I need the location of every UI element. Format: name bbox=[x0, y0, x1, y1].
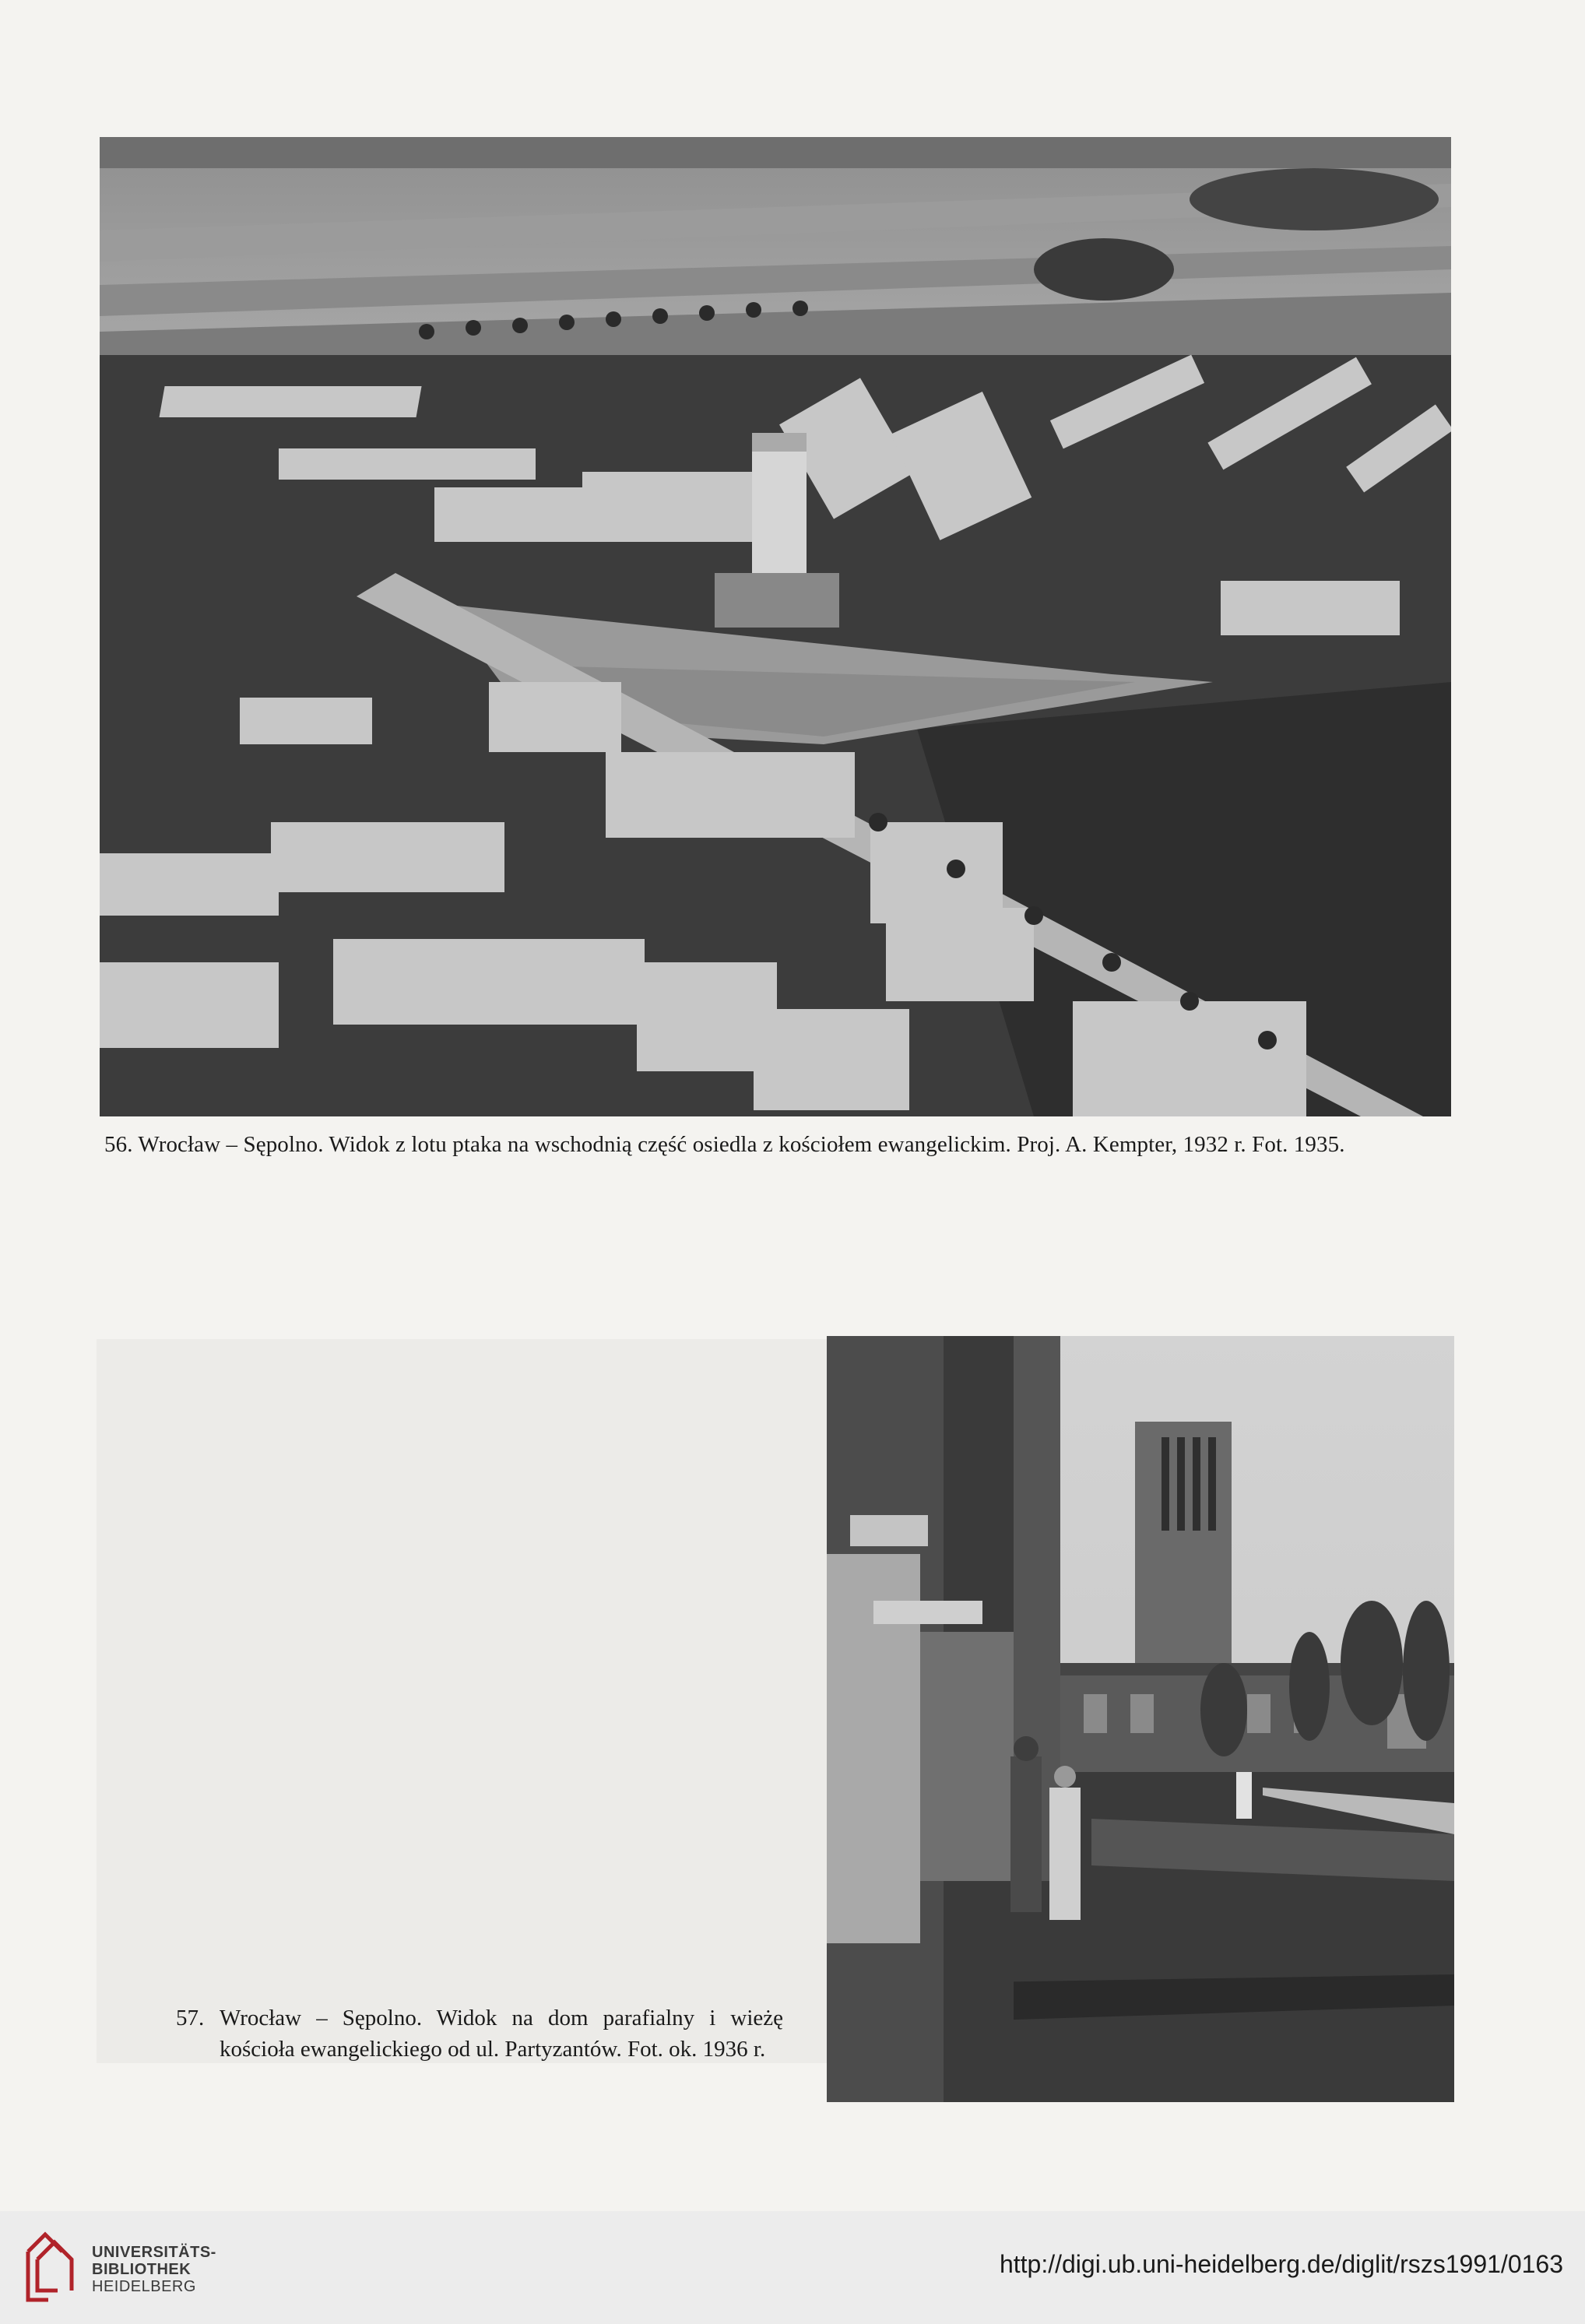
aerial-photo-sepolno bbox=[100, 137, 1451, 1116]
source-url-link[interactable]: http://digi.ub.uni-heidelberg.de/diglit/rszs1991/0163 bbox=[999, 2250, 1563, 2278]
figure-57-number: 57. bbox=[176, 2006, 205, 2030]
footer bbox=[0, 2211, 1585, 2324]
bleed-through-area bbox=[97, 1339, 828, 2063]
university-library-logo-icon bbox=[17, 2228, 78, 2306]
figure-56-text: Wrocław – Sępolno. Widok z lotu ptaka na wschodnią część osiedla z kościołem ewangelickim. Proj. A. Kempter, 1932 r. Fot. 1935. bbox=[138, 1132, 1345, 1157]
church-tower-photo bbox=[827, 1336, 1454, 2102]
library-name-line-1: UNIVERSITÄTS- bbox=[92, 2244, 216, 2261]
library-name-line-2: BIBLIOTHEK bbox=[92, 2261, 192, 2278]
figure-57-text: Wrocław – Sępolno. Widok na dom parafialny i wieżę kościoła ewangelickiego od ul. Partyzantów. Fot. ok. 1936 r. bbox=[220, 2006, 783, 2062]
figure-57-caption bbox=[176, 2002, 783, 2065]
library-name bbox=[92, 2244, 216, 2295]
library-name-line-3: HEIDELBERG bbox=[92, 2278, 196, 2295]
figure-56-caption bbox=[104, 1129, 1459, 1160]
figure-56-number: 56. bbox=[104, 1132, 133, 1157]
